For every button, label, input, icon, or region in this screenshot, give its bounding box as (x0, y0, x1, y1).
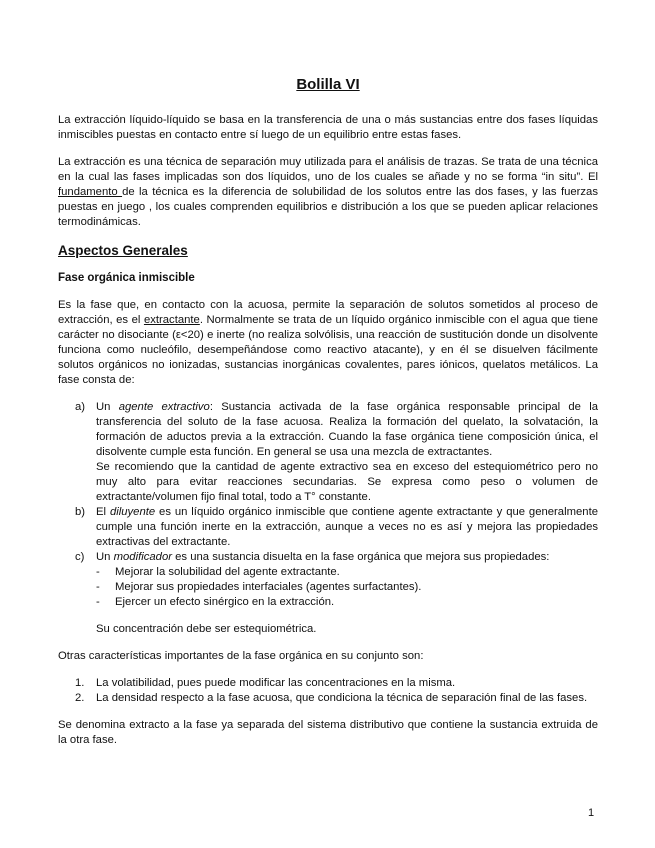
list-item (96, 565, 598, 580)
list-marker: 2. (75, 692, 85, 704)
modifier-properties-list (96, 565, 598, 610)
dash-bullet: - (96, 581, 100, 593)
item-a-term: agente extractivo (118, 401, 210, 413)
extractante-link[interactable]: extractante (143, 314, 200, 326)
list-marker: b) (75, 506, 86, 518)
list-item (58, 691, 598, 706)
list-item-text: La volatibilidad, pues puede modificar las concentraciones en la misma. (96, 677, 456, 689)
paragraph-fase-organica (58, 298, 598, 388)
fundamento-link[interactable]: fundamento (58, 186, 123, 198)
list-marker: c) (75, 551, 85, 563)
item-a-extra: Se recomiendo que la cantidad de agente extractivo sea en exceso del estequiométrico pero no muy alto para evitar reacciones secundarias. Se expresa como peso o volumen de extractante/volumen fijo final total, todo a T° constante. (96, 461, 598, 503)
concentration-note: Su concentración debe ser estequiométrica. (96, 623, 317, 635)
list-item-text: Mejorar la solubilidad del agente extractante. (115, 566, 340, 578)
item-a-pre: Un (96, 401, 119, 413)
list-item (96, 595, 598, 610)
dash-bullet: - (96, 566, 100, 578)
item-b-post: es un líquido orgánico inmiscible que contiene agente extractante y que generalmente cumple una función inerte en la extracción, aunque a veces no es así y mejora las propiedades extractivas del extractante. (96, 506, 599, 548)
intro2-text-a: La extracción es una técnica de separación muy utilizada para el análisis de trazas. Se trata de una técnica en la cual las fases implicadas son dos líquidos, uno de los cuales se añade y no se forma “in situ”. El (58, 156, 598, 183)
intro2-text-b: de la técnica es la diferencia de solubilidad de los solutos entre las dos fases, y las fuerzas puestas en juego , los cuales comprenden equilibrios e distribución a los que se pueden aplicar relaciones termodinámicas. (58, 186, 598, 228)
page-content (58, 75, 598, 760)
item-c-pre: Un (96, 551, 114, 563)
components-list (58, 400, 598, 610)
list-item-text: Mejorar sus propiedades interfaciales (agentes surfactantes). (115, 581, 422, 593)
page-title: Bolilla VI (296, 76, 360, 93)
list-marker: a) (75, 401, 86, 413)
paragraph-otras-caracteristicas: Otras características importantes de la fase orgánica en su conjunto son: (58, 650, 424, 662)
list-item (58, 676, 598, 691)
item-c-term: modificador (113, 551, 172, 563)
item-b-pre: El (96, 506, 110, 518)
paragraph-extracto: Se denomina extracto a la fase ya separada del sistema distributivo que contiene la sustancia extruida de la otra fase. (58, 719, 598, 746)
para3-text-a: Es la fase que, en contacto con la acuosa, permite la separación de solutos sometidos al proceso de extracción, es el (58, 299, 598, 326)
list-item-text: Ejercer un efecto sinérgico en la extracción. (115, 596, 335, 608)
list-item-agente (58, 400, 598, 505)
item-b-term: diluyente (109, 506, 156, 518)
subheading: Fase orgánica inmiscible (58, 272, 195, 284)
page-number: 1 (588, 807, 595, 819)
dash-bullet: - (96, 596, 100, 608)
list-item-modificador (58, 550, 598, 610)
list-item (96, 580, 598, 595)
list-item-diluyente (58, 505, 598, 550)
list-item-text: La densidad respecto a la fase acuosa, que condiciona la técnica de separación final de las fases. (96, 692, 588, 704)
list-marker: 1. (75, 677, 85, 689)
intro-paragraph-2 (58, 155, 598, 230)
item-a-post: : Sustancia activada de la fase orgánica responsable principal de la transferencia del soluto de la fase acuosa. Realiza la formación del quelato, la solvatación, la formación de aductos previa a la extracción. Cuando la fase orgánica tiene composición única, el disolvente cumple esta función. En general se usa una mezcla de extractantes. (96, 401, 598, 458)
section-heading: Aspectos Generales (58, 243, 188, 258)
intro-paragraph-1: La extracción líquido-líquido se basa en la transferencia de una o más sustancias entre dos fases líquidas inmiscibles puestas en contacto entre sí luego de un equilibrio entre estas fases. (58, 114, 598, 141)
characteristics-list (58, 676, 598, 706)
para3-text-b: . Normalmente se trata de un líquido orgánico inmiscible con el agua que tiene carácter no disociante (ε<20) e inerte (no realiza solvólisis, una reacción de sustitución donde un disolvente funciona como nucleófilo, desempeñándose como reactivo atacante), y en él se disuelven fácilmente solutos orgánicos no ionizadas, sustancias inorgánicas covalentes, pares iónicos, quelatos metálicos. La fase consta de: (58, 314, 598, 386)
item-c-post: es una sustancia disuelta en la fase orgánica que mejora sus propiedades: (172, 551, 550, 563)
